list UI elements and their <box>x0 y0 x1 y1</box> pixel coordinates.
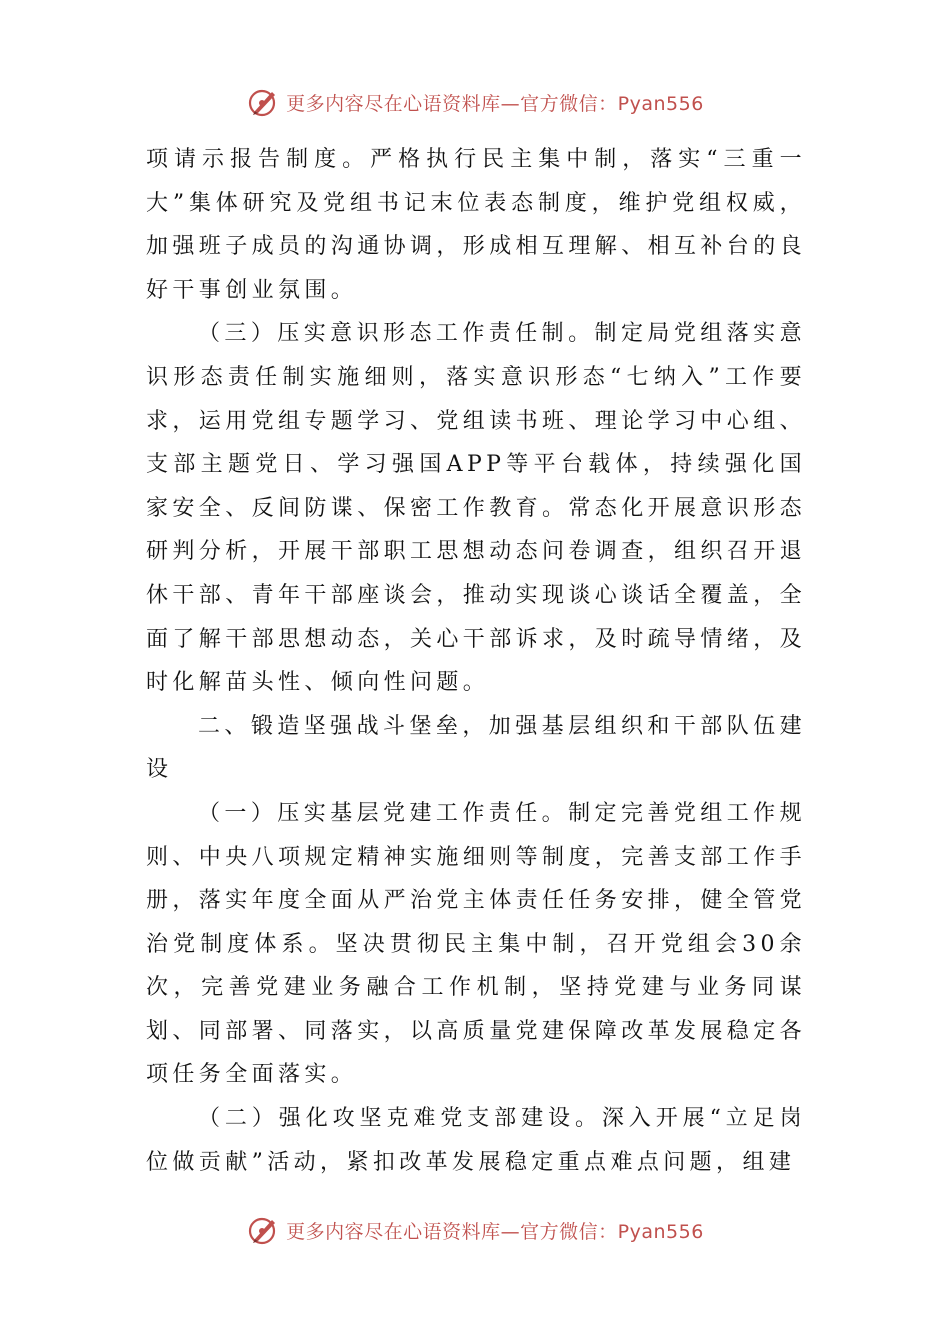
pen-circle-icon <box>246 1213 280 1247</box>
footer-watermark-banner <box>0 1210 950 1250</box>
header-promo-text: 更多内容尽在心语资料库—官方微信：Pyan556 <box>286 92 704 115</box>
section-heading-two: 二、锻造坚强战斗堡垒，加强基层组织和干部队伍建设 <box>146 713 806 783</box>
paragraph-party-branch-construction: （二）强化攻坚克难党支部建设。深入开展“立足岗位做贡献”活动，紧扣改革发展稳定重点难点问题，组建 <box>146 1106 806 1175</box>
paragraph-party-building-responsibility: （一）压实基层党建工作责任。制定完善党组工作规则、中央八项规定精神实施细则等制度，完善支部工作手册，落实年度全面从严治党主体责任任务安排，健全管党治党制度体系。坚决贯彻民主集中制，召开党组会30余次，完善党建业务融合工作机制，坚持党建与业务同谋划、同部署、同落实，以高质量党建保障改革发展稳定各项任务全面落实。 <box>146 800 807 1088</box>
footer-promo-text: 更多内容尽在心语资料库—官方微信：Pyan556 <box>286 1220 704 1243</box>
pen-circle-icon <box>246 85 280 119</box>
document-body <box>146 138 806 1184</box>
paragraph-ideology-responsibility: （三）压实意识形态工作责任制。制定局党组落实意识形态责任制实施细则，落实意识形态“七纳入”工作要求，运用党组专题学习、党组读书班、理论学习中心组、支部主题党日、学习强国APP等平台载体，持续强化国家安全、反间防谍、保密工作教育。常态化开展意识形态研判分析，开展干部职工思想动态问卷调查，组织召开退休干部、青年干部座谈会，推动实现谈心谈话全覆盖，全面了解干部思想动态，关心干部诉求，及时疏导情绪，及时化解苗头性、倾向性问题。 <box>146 321 807 696</box>
paragraph-continuation: 项请示报告制度。严格执行民主集中制，落实“三重一大”集体研究及党组书记末位表态制度，维护党组权威，加强班子成员的沟通协调，形成相互理解、相互补台的良好干事创业氛围。 <box>146 147 807 303</box>
header-watermark-banner <box>0 82 950 122</box>
